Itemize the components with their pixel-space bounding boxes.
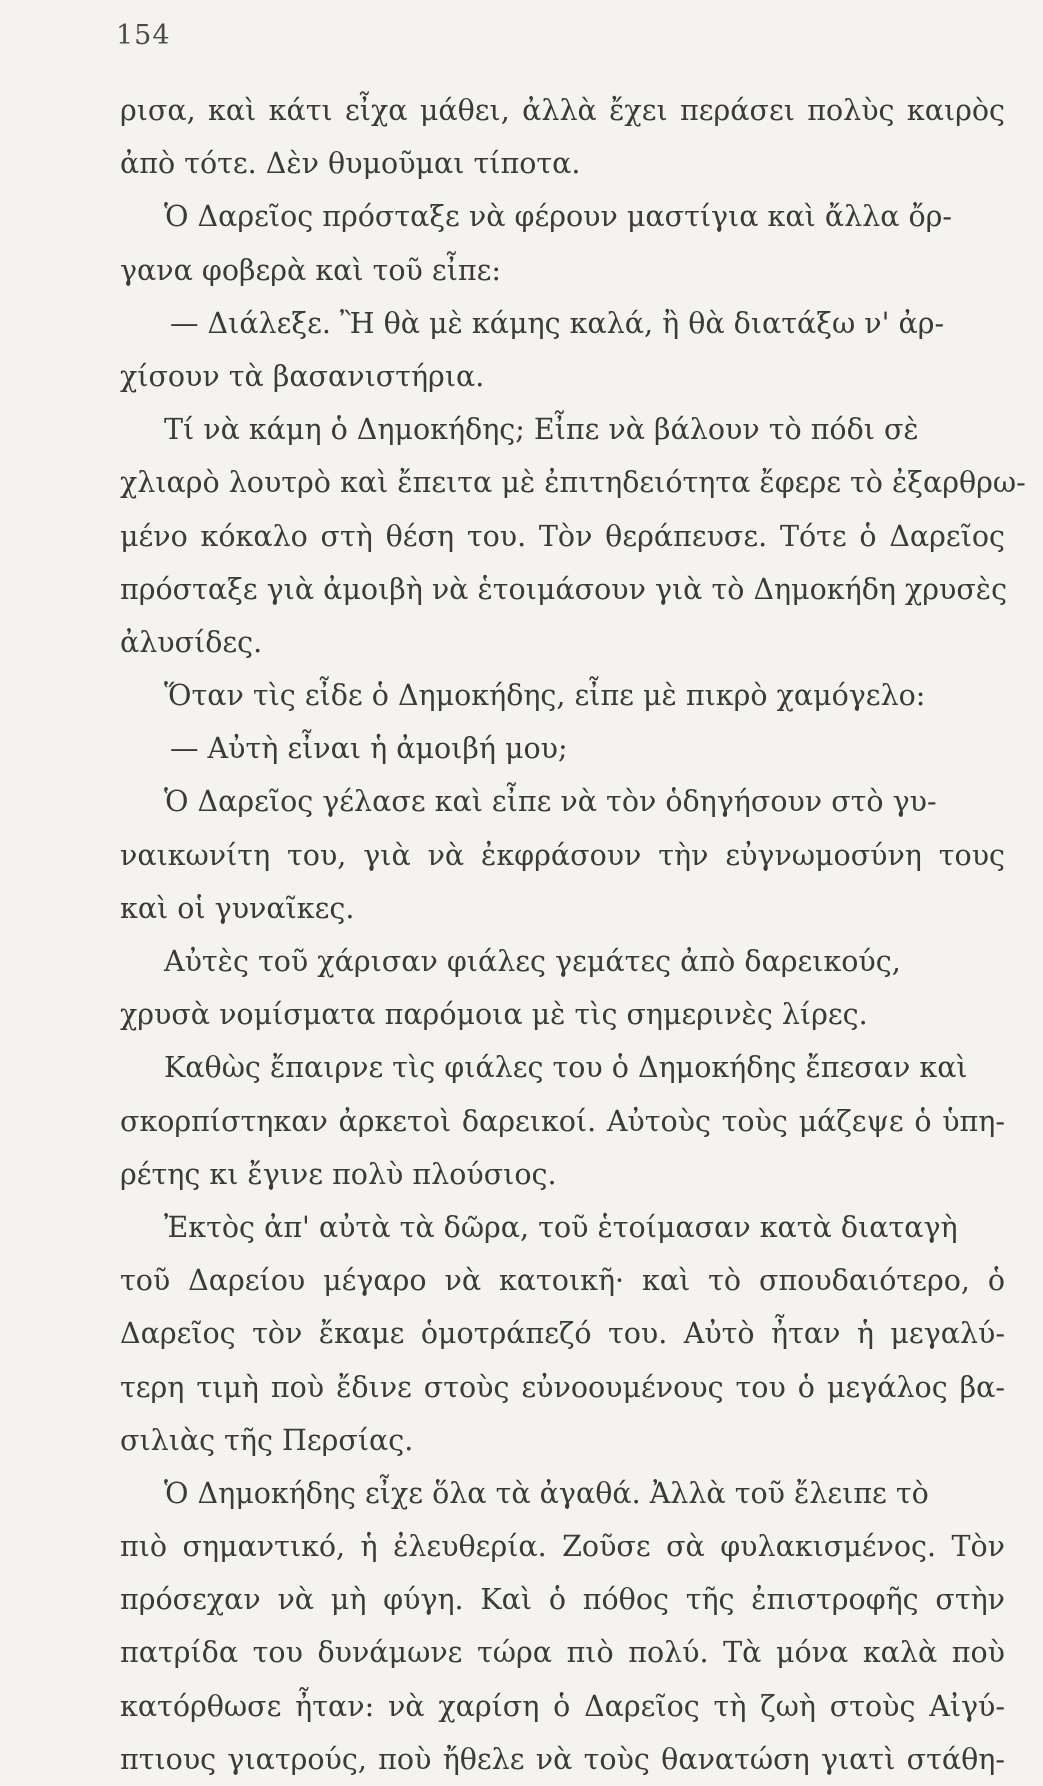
text-line: μένο κόκαλο στὴ θέση του. Τὸν θεράπευσε. Τότε ὁ Δαρεῖος	[120, 519, 1005, 553]
text-line: ναικωνίτη του, γιὰ νὰ ἐκφράσουν τὴν εὐγνωμοσύνη τους	[120, 838, 1005, 872]
text-line: ρέτης κι ἔγινε πολὺ πλούσιος.	[120, 1157, 557, 1191]
page-number: 154	[116, 20, 171, 51]
text-line: χλιαρὸ λουτρὸ καὶ ἔπειτα μὲ ἐπιτηδειότητα ἔφερε τὸ ἐξαρθρω-	[120, 466, 1026, 500]
text-line: Τί νὰ κάμη ὁ Δημοκήδης; Εἶπε νὰ βάλουν τὸ πόδι σὲ	[164, 413, 919, 447]
text-line: σκορπίστηκαν ἀρκετοὶ δαρεικοί. Αὐτοὺς τοὺς μάζεψε ὁ ὑπη-	[120, 1104, 1005, 1138]
text-line: Δαρεῖος τὸν ἔκαμε ὁμοτράπεζό του. Αὐτὸ ἦταν ἡ μεγαλύ-	[120, 1317, 1005, 1351]
text-line: τερη τιμὴ ποὺ ἔδινε στοὺς εὐνοουμένους του ὁ μεγάλος βα-	[120, 1370, 1005, 1404]
text-line: κατόρθωσε ἦταν: νὰ χαρίση ὁ Δαρεῖος τὴ ζωὴ στοὺς Αἰγύ-	[120, 1689, 1005, 1723]
text-line: ἀλυσίδες.	[120, 625, 263, 659]
text-line: ρισα, καὶ κάτι εἶχα μάθει, ἀλλὰ ἔχει περάσει πολὺς καιρὸς	[120, 94, 1005, 127]
text-line: Ὁ Δαρεῖος γέλασε καὶ εἶπε νὰ τὸν ὁδηγήσουν στὸ γυ-	[164, 785, 937, 819]
text-line: Ἐκτὸς ἀπ' αὐτὰ τὰ δῶρα, τοῦ ἑτοίμασαν κατὰ διαταγὴ	[164, 1210, 958, 1244]
text-line: πιὸ σημαντικό, ἡ ἐλευθερία. Ζοῦσε σὰ φυλακισμένος. Τὸν	[120, 1530, 1005, 1564]
text-line: πρόσεχαν νὰ μὴ φύγη. Καὶ ὁ πόθος τῆς ἐπιστροφῆς στὴν	[120, 1583, 1005, 1617]
text-line: — Αὐτὴ εἶναι ἡ ἀμοιβή μου;	[170, 732, 568, 766]
body-text	[120, 84, 1026, 1786]
text-line: πτιους γιατρούς, ποὺ ἤθελε νὰ τοὺς θανατώση γιατὶ στάθη-	[120, 1742, 1005, 1776]
text-line: Ὁ Δημοκήδης εἶχε ὅλα τὰ ἀγαθά. Ἀλλὰ τοῦ ἔλειπε τὸ	[164, 1476, 929, 1510]
text-line: Αὐτὲς τοῦ χάρισαν φιάλες γεμάτες ἀπὸ δαρεικούς,	[164, 945, 901, 978]
text-line: Ὁ Δαρεῖος πρόσταξε νὰ φέρουν μαστίγια καὶ ἄλλα ὄρ-	[164, 200, 953, 234]
text-line: σιλιὰς τῆς Περσίας.	[120, 1423, 414, 1457]
text-line: — Διάλεξε. Ἢ θὰ μὲ κάμης καλά, ἢ θὰ διατάξω ν' ἀρ-	[170, 306, 945, 340]
text-line: ἀπὸ τότε. Δὲν θυμοῦμαι τίποτα.	[120, 147, 581, 181]
text-line: τοῦ Δαρείου μέγαρο νὰ κατοικῆ· καὶ τὸ σπουδαιότερο, ὁ	[120, 1264, 1005, 1298]
text-line: Καθὼς ἔπαιρνε τὶς φιάλες του ὁ Δημοκήδης ἔπεσαν καὶ	[164, 1051, 968, 1085]
text-line: πρόσταξε γιὰ ἀμοιβὴ νὰ ἑτοιμάσουν γιὰ τὸ Δημοκήδη χρυσὲς	[120, 572, 1008, 606]
text-line: χρυσὰ νομίσματα παρόμοια μὲ τὶς σημερινὲς λίρες.	[120, 998, 868, 1032]
text-line: γανα φοβερὰ καὶ τοῦ εἶπε:	[120, 253, 501, 287]
text-line: πατρίδα του δυνάμωνε τώρα πιὸ πολύ. Τὰ μόνα καλὰ ποὺ	[120, 1636, 1005, 1670]
text-line: Ὅταν τὶς εἶδε ὁ Δημοκήδης, εἶπε μὲ πικρὸ χαμόγελο:	[164, 679, 926, 713]
text-line: καὶ οἱ γυναῖκες.	[120, 891, 355, 925]
text-line: χίσουν τὰ βασανιστήρια.	[120, 359, 485, 393]
